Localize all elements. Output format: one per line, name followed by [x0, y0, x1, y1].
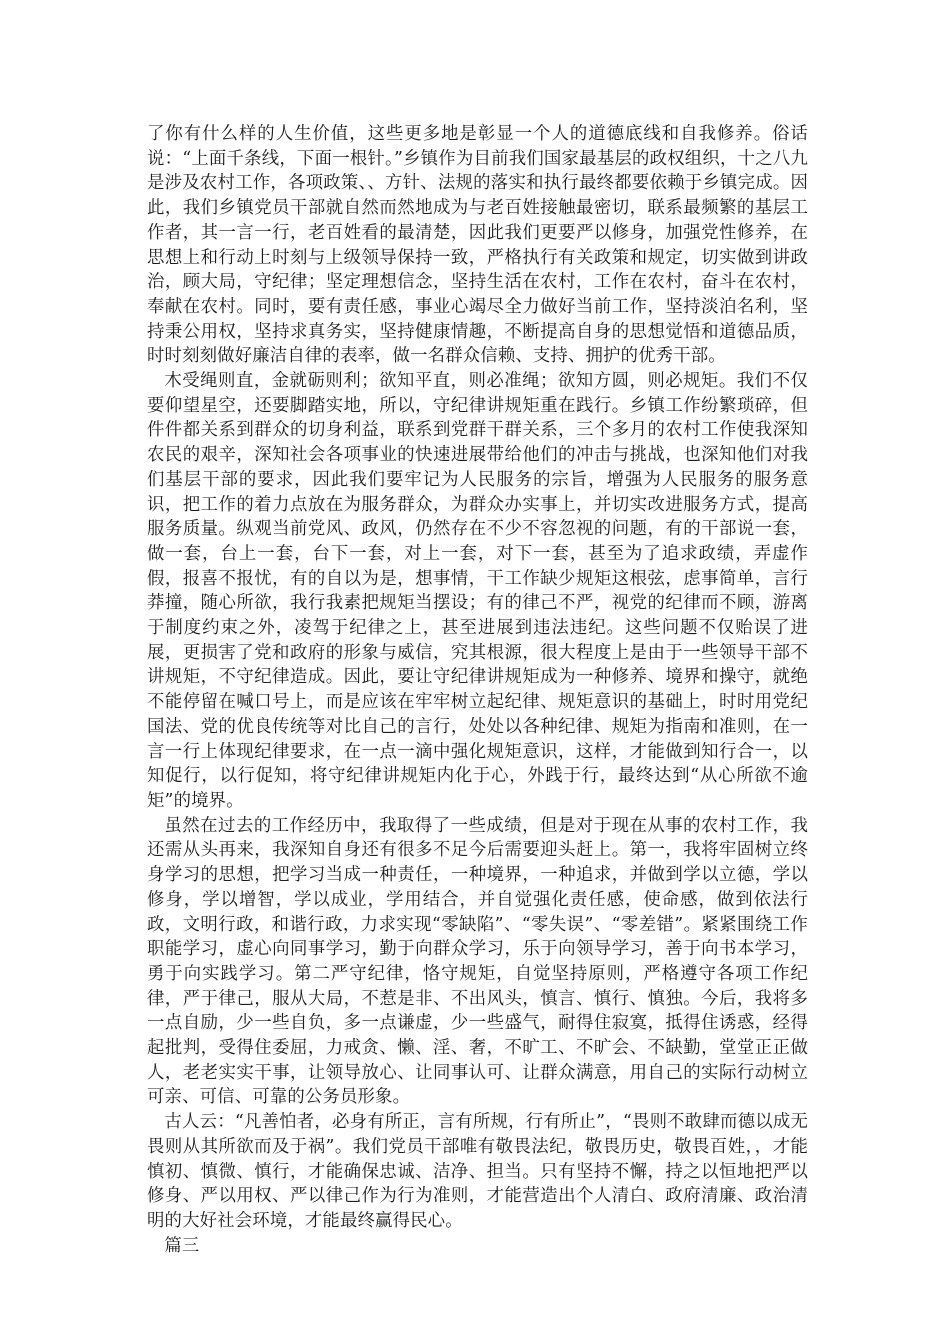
section-heading: 篇三	[164, 1235, 200, 1256]
document-body	[147, 122, 808, 1258]
paragraph-self-improvement: 虽然在过去的工作经历中，我取得了一些成绩，但是对于现在从事的农村工作，我还需从头再来，我深知自身还有很多不足今后需要迎头赶上。第一，我将牢固树立终身学习的思想，把学习当成一种责任，一种境界，一种追求，并做到学以立德，学以修身，学以增智，学以成业，学用结合，并自觉强化责任感，使命感，做到依法行政，文明行政，和谐行政，力求实现“零缺陷”、“零失误”、“零差错”。紧紧围绕工作职能学习，虚心向同事学习，勤于向群众学习，乐于向领导学习，善于向书本学习，勇于向实践学习。第二严守纪律，恪守规矩，自觉坚持原则，严格遵守各项工作纪律，严于律己，服从大局，不惹是非、不出风头，慎言、慎行、慎独。今后，我将多一点自励，少一些自负，多一点谦虚，少一些盛气，耐得住寂寞，抵得住诱惑，经得起批判，受得住委屈，力戒贪、懒、淫、奢，不旷工、不旷会、不缺勤，堂堂正正做人，老老实实干事，让领导放心、让同事认可、让群众满意，用自己的实际行动树立可亲、可信、可靠的公务员形象。	[147, 815, 808, 1108]
paragraph-ancient-saying: 古人云：“凡善怕者，必身有所正，言有所规，行有所止”，“畏则不敢肆而德以成无畏则从其所欲而及于祸”。我们党员干部唯有敬畏法纪，敬畏历史，敬畏百姓，，才能慎初、慎微、慎行，才能确保忠诚、洁净、担当。只有坚持不懈，持之以恒地把严以修身、严以用权、严以律己作为行为准则，才能营造出个人清白、政府清廉、政治清明的大好社会环境，才能最终赢得民心。	[147, 1112, 808, 1231]
paragraph-discipline-practice: 木受绳则直，金就砺则利；欲知平直，则必准绳；欲知方圆，则必规矩。我们不仅要仰望星空，还要脚踏实地，所以，守纪律讲规矩重在践行。乡镇工作纷繁琐碎，但件件都关系到群众的切身利益，联系到党群干群关系，三个多月的农村工作使我深知农民的艰辛，深知社会各项事业的快速进展带给他们的冲击与挑战，也深知他们对我们基层干部的要求，因此我们要牢记为人民服务的宗旨，增强为人民服务的服务意识，把工作的着力点放在为服务群众，为群众办实事上，并切实改进服务方式，提高服务质量。纵观当前党风、政风，仍然存在不少不容忽视的问题，有的干部说一套，做一套，台上一套，台下一套，对上一套，对下一套，甚至为了追求政绩，弄虚作假，报喜不报忧，有的自以为是，想事情，干工作缺少规矩这根弦，虑事简单，言行莽撞，随心所欲，我行我素把规矩当摆设；有的律己不严，视党的纪律而不顾，游离于制度约束之外，凌驾于纪律之上，甚至进展到违法违纪。这些问题不仅贻误了进展，更损害了党和政府的形象与威信，究其根源，很大程度上是由于一些领导干部不讲规矩，不守纪律造成。因此，要让守纪律讲规矩成为一种修养、境界和操守，就绝不能停留在喊口号上，而是应该在牢牢树立起纪律、规矩意识的基础上，时时用党纪国法、党的优良传统等对比自己的言行，处处以各种纪律、规矩为指南和准则，在一言一行上体现纪律要求，在一点一滴中强化规矩意识，这样，才能做到知行合一，以知促行，以行促知，将守纪律讲规矩内化于心，外践于行，最终达到“从心所欲不逾矩”的境界。	[147, 371, 808, 811]
paragraph-continuation: 了你有什么样的人生价值，这些更多地是彰显一个人的道德底线和自我修养。俗话说：“上面千条线，下面一根针。”乡镇作为目前我们国家最基层的政权组织，十之八九是涉及农村工作，各项政策、、方针、法规的落实和执行最终都要依赖于乡镇完成。因此，我们乡镇党员干部就自然而然地成为与老百姓接触最密切，联系最频繁的基层工作者，其一言一行，老百姓看的最清楚，因此我们更要严以修身，加强党性修养，在思想上和行动上时刻与上级领导保持一致，严格执行有关政策和规定，切实做到讲政治，顾大局，守纪律；坚定理想信念，坚持生活在农村，工作在农村，奋斗在农村，奉献在农村。同时，要有责任感，事业心竭尽全力做好当前工作，坚持淡泊名利，坚持秉公用权，坚持求真务实，坚持健康情趣，不断提高自身的思想觉悟和道德品质，时时刻刻做好廉洁自律的表率，做一名群众信赖、支持、拥护的优秀干部。	[147, 124, 808, 367]
